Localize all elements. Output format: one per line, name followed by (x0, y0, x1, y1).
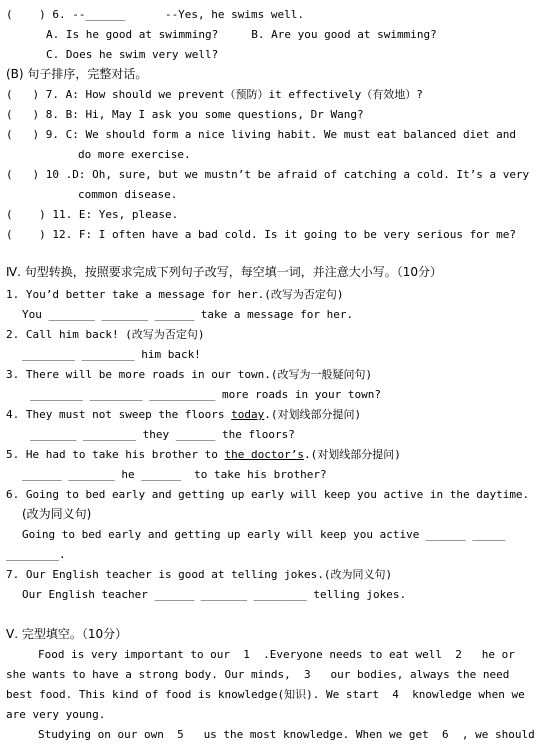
sentence-4-underlined-word: today (231, 408, 265, 421)
sentence-4-instruction: .(对划线部分提问) (264, 408, 362, 421)
sentence-2-prompt: 2. Call him back! (改写为否定句) (6, 328, 205, 341)
sentence-7-prompt: 7. Our English teacher is good at telling jokes.(改为同义句) (6, 568, 393, 581)
question-9-line-1: ( ) 9. C: We should form a nice living habit. We must eat balanced diet and (6, 128, 516, 141)
cloze-paragraph-1-line-3: best food. This kind of food is knowledge(知识). We start 4 knowledge when we (6, 688, 525, 701)
cloze-paragraph-1-line-4: are very young. (6, 708, 106, 721)
sentence-4-answer: _______ ________ they ______ the floors? (30, 428, 295, 441)
sentence-6-answer-line-2: ________. (6, 548, 66, 561)
question-7: ( ) 7. A: How should we prevent（预防）it effectively（有效地）? (6, 88, 423, 101)
sentence-4-prompt (6, 408, 361, 422)
question-10-line-1: ( ) 10 .D: Oh, sure, but we mustn’t be afraid of catching a cold. It’s a very (6, 168, 530, 181)
cloze-paragraph-1-line-2: she wants to have a strong body. Our minds, 3 our bodies, always the need (6, 668, 510, 681)
sentence-5-prompt-text: 5. He had to take his brother to (6, 448, 225, 461)
question-11: ( ) 11. E: Yes, please. (6, 208, 179, 221)
sentence-2-answer: ________ ________ him back! (22, 348, 201, 361)
sentence-6-answer-line-1: Going to bed early and getting up early will keep you active ______ _____ (22, 528, 506, 541)
question-6-option-c: C. Does he swim very well? (46, 48, 219, 61)
question-6-options-ab: A. Is he good at swimming? B. Are you good at swimming? (46, 28, 437, 41)
question-8: ( ) 8. B: Hi, May I ask you some questions, Dr Wang? (6, 108, 364, 121)
sentence-1-prompt: 1. You’d better take a message for her.(改写为否定句) (6, 288, 344, 301)
question-12: ( ) 12. F: I often have a bad cold. Is it going to be very serious for me? (6, 228, 516, 241)
sentence-3-prompt: 3. There will be more roads in our town.(改写为一般疑问句) (6, 368, 373, 381)
question-6-prompt: ( ) 6. --______ --Yes, he swims well. (6, 8, 305, 21)
section-5-heading: Ⅴ. 完型填空。（10分） (6, 627, 128, 641)
sentence-5-underlined-phrase: the doctor’s (224, 448, 305, 461)
cloze-paragraph-1-line-1: Food is very important to our 1 .Everyone needs to eat well 2 he or (38, 648, 515, 661)
question-10-line-2: common disease. (78, 188, 178, 201)
sentence-5-instruction: .(对划线部分提问) (304, 448, 401, 461)
sentence-4-prompt-text: 4. They must not sweep the floors (6, 408, 232, 421)
sentence-7-answer: Our English teacher ______ _______ ________ telling jokes. (22, 588, 407, 601)
sentence-5-prompt (6, 448, 401, 462)
part-b-heading: (B) 句子排序，完整对话。 (6, 67, 148, 81)
sentence-5-answer: ______ _______ he ______ to take his brother? (22, 468, 327, 481)
sentence-6-prompt: 6. Going to bed early and getting up early will keep you active in the daytime. (6, 488, 530, 501)
cloze-paragraph-2-line-1: Studying on our own 5 us the most knowledge. When we get 6 , we should (38, 728, 535, 741)
sentence-1-answer: You _______ _______ ______ take a message for her. (22, 308, 354, 321)
sentence-3-answer: ________ ________ __________ more roads in your town? (30, 388, 381, 401)
sentence-6-instruction: (改为同义句) (22, 507, 92, 521)
section-4-heading: Ⅳ. 句型转换，按照要求完成下列句子改写，每空填一词，并注意大小写。（10分） (6, 265, 442, 279)
question-9-line-2: do more exercise. (78, 148, 191, 161)
